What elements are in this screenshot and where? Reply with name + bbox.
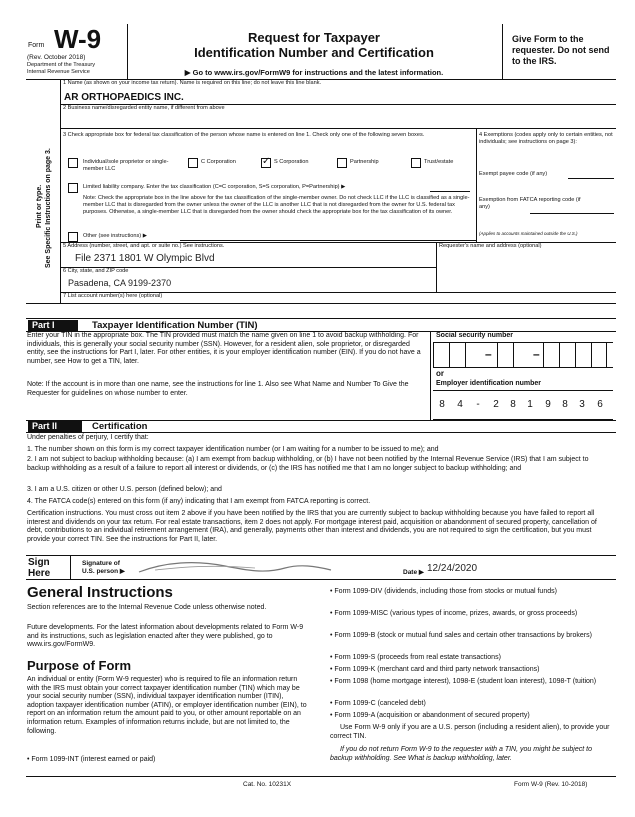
bullet-1099-int: • Form 1099-INT (interest earned or paid) xyxy=(27,756,156,763)
cert-item-2: 2. I am not subject to backup withholding because: (a) I am exempt from backup withholding, or (b) I have not been notified by the Internal Revenue Service (IRS) that I am subject to backup withholding as a result of a failure to report all interest or dividends, or (c) the IRS has notified me that I am no longer subject to backup withholding; and xyxy=(27,456,589,472)
form-dept: Department of the Treasury xyxy=(27,62,96,68)
line1-label: 1 Name (as shown on your income tax return). Name is required on this line; do not leave this line blank. xyxy=(63,80,322,86)
bullet-1099-k: • Form 1099-K (merchant card and third party network transactions) xyxy=(330,666,540,673)
line6-label: 6 City, state, and ZIP code xyxy=(63,268,129,274)
catalog-number: Cat. No. 10231X xyxy=(243,781,292,788)
purpose-text: An individual or entity (Form W-9 requester) who is required to file an information return with the IRS must obtain your correct taxpayer identification number (TIN) which may be your social security number (SSN), individual taxpayer identification number (ITIN), adoption taxpayer identification number (ATIN), or employer identification number (EIN), to report on an information return the amount paid to you, or other amount reportable on an information return. Examples of information returns include, but are not limited to, the following. xyxy=(27,676,307,735)
part2-tag: Part II xyxy=(28,421,82,432)
ein-digit: 2 xyxy=(493,399,499,410)
fatca-applies-note: (Applies to accounts maintained outside the U.S.) xyxy=(479,231,578,236)
ein-digit: 9 xyxy=(545,399,551,410)
ein-label: Employer identification number xyxy=(436,380,542,387)
form-irs: Internal Revenue Service xyxy=(27,69,90,75)
opt-c-corp: C Corporation xyxy=(201,159,236,165)
exemptions-label: 4 Exemptions (codes apply only to certain entities, not individuals; see instructions on page 3): xyxy=(479,132,613,145)
signature-scribble xyxy=(135,556,335,578)
use-w9-text: Use Form W-9 only if you are a U.S. person (including a resident alien), to provide your correct TIN. xyxy=(330,724,610,740)
form-title-2: Identification Number and Certification xyxy=(194,45,434,60)
ein-digit: 6 xyxy=(597,399,603,410)
ssn-box[interactable]: – – xyxy=(433,342,613,368)
ein-digit: 8 xyxy=(510,399,516,410)
exempt-payee-label: Exempt payee code (if any) xyxy=(479,171,548,177)
goto-instructions: ▶ Go to www.irs.gov/FormW9 for instructions and the latest information. xyxy=(184,68,444,77)
part1-title: Taxpayer Identification Number (TIN) xyxy=(92,320,258,331)
general-p1: Section references are to the Internal Revenue Code unless otherwise noted. xyxy=(27,604,267,611)
checkbox-individual[interactable] xyxy=(68,158,78,168)
ein-digit: 1 xyxy=(527,399,533,410)
date-value[interactable]: 12/24/2020 xyxy=(427,563,478,574)
ein-digit: 4 xyxy=(457,399,463,410)
checkbox-trust[interactable] xyxy=(411,158,421,168)
opt-individual: Individual/sole proprietor or single-member LLC xyxy=(83,159,169,172)
cert-item-3: 3. I am a U.S. citizen or other U.S. person (defined below); and xyxy=(27,486,222,493)
part2-intro: Under penalties of perjury, I certify that: xyxy=(27,434,149,441)
part2-title: Certification xyxy=(92,421,148,432)
date-label: Date ▶ xyxy=(403,569,424,576)
bullet-1099-a: • Form 1099-A (acquisition or abandonment of secured property) xyxy=(330,712,530,719)
checkbox-s-corp[interactable] xyxy=(261,158,271,168)
requester-label: Requester's name and address (optional) xyxy=(439,243,542,249)
give-form-note: Give Form to the requester. Do not send to the IRS. xyxy=(512,34,610,66)
side-label-instructions: See Specific Instructions on page 3. xyxy=(45,148,52,268)
form-revision: (Rev. October 2018) xyxy=(27,54,86,61)
checkbox-c-corp[interactable] xyxy=(188,158,198,168)
other-label: Other (see instructions) ▶ xyxy=(83,233,147,239)
bullet-1099-misc: • Form 1099-MISC (various types of income, prizes, awards, or gross proceeds) xyxy=(330,610,578,617)
line5-label: 5 Address (number, street, and apt. or suite no.) See instructions. xyxy=(63,243,225,249)
bullet-1099-s: • Form 1099-S (proceeds from real estate transactions) xyxy=(330,654,501,661)
general-future-dev: Future developments. For the latest information about developments related to Form W-9 and its instructions, such as legislation enacted after they were published, go to www.irs.gov/FormW9. xyxy=(27,624,304,649)
checkbox-other[interactable] xyxy=(68,232,78,242)
form-label: Form xyxy=(28,42,45,49)
if-not-return-text: If you do not return Form W-9 to the requester with a TIN, you might be subject to backup withholding. See What is backup withholding, later. xyxy=(330,746,592,762)
general-instructions-heading: General Instructions xyxy=(27,584,173,601)
line5-address-value[interactable]: File 2371 1801 W Olympic Blvd xyxy=(75,253,215,264)
signature-label: Signature of U.S. person ▶ xyxy=(82,560,125,575)
llc-label: Limited liability company. Enter the tax classification (C=C corporation, S=S corporation, P=Partnership) ▶ xyxy=(83,184,346,190)
opt-partnership: Partnership xyxy=(350,159,379,165)
llc-note: Note: Check the appropriate box in the line above for the tax classification of the single-member owner. Do not check LLC if the LLC is classified as a single-member LLC that is disregarded from the owner unless the owner of the LLC is another LLC that is not disregarded from the owner for U.S. federal tax purposes. Otherwise, a single-member LLC that is disregarded from the owner should check the appropriate box for the tax classification of its owner. xyxy=(83,195,470,215)
cert-item-4: 4. The FATCA code(s) entered on this form (if any) indicating that I am exempt from FATCA reporting is correct. xyxy=(27,498,371,505)
bullet-1099-c: • Form 1099-C (canceled debt) xyxy=(330,700,426,707)
checkbox-llc[interactable] xyxy=(68,183,78,193)
cert-item-1: 1. The number shown on this form is my correct taxpayer identification number (or I am waiting for a number to be issued to me); and xyxy=(27,446,439,453)
bullet-1099-b: • Form 1099-B (stock or mutual fund sales and certain other transactions by brokers) xyxy=(330,632,592,639)
cert-instructions: Certification instructions. You must cross out item 2 above if you have been notified by the IRS that you are currently subject to backup withholding because you have failed to report all interest and dividends on your tax return. For real estate transactions, item 2 does not apply. For mortgage interest paid, acquisition or abandonment of secured property, cancellation of debt, contributions to an individual retirement arrangement (IRA), and generally, payments other than interest and dividends, you are not required to sign the certification, but you must provide your correct TIN. See the instructions for Part II, later. xyxy=(27,510,597,543)
ein-box[interactable] xyxy=(433,390,613,420)
ssn-label: Social security number xyxy=(436,332,514,339)
bullet-1098: • Form 1098 (home mortgage interest), 1098-E (student loan interest), 1098-T (tuition) xyxy=(330,678,597,685)
form-number: W-9 xyxy=(54,24,102,54)
opt-s-corp: S Corporation xyxy=(274,159,309,165)
form-title-1: Request for Taxpayer xyxy=(248,30,380,45)
line1-name-value[interactable]: AR ORTHOPAEDICS INC. xyxy=(64,92,184,103)
purpose-heading: Purpose of Form xyxy=(27,658,132,673)
bullet-1099-div: • Form 1099-DIV (dividends, including those from stocks or mutual funds) xyxy=(330,588,557,595)
side-label-print: Print or type. xyxy=(36,184,43,228)
part1-tag: Part I xyxy=(28,320,78,331)
opt-trust: Trust/estate xyxy=(424,159,454,165)
part1-note: Note: If the account is in more than one name, see the instructions for line 1. Also see What Name and Number To Give the Requester for guidelines on whose number to enter. xyxy=(27,381,409,397)
ein-digit: - xyxy=(476,399,480,410)
sign-here: Sign Here xyxy=(28,557,51,579)
line2-label: 2 Business name/disregarded entity name, if different from above xyxy=(63,105,225,111)
ein-digit: 3 xyxy=(579,399,585,410)
ein-digit: 8 xyxy=(439,399,445,410)
checkbox-partnership[interactable] xyxy=(337,158,347,168)
line3-label: 3 Check appropriate box for federal tax classification of the person whose name is entered on line 1. Check only one of the following seven boxes. xyxy=(63,132,425,138)
part1-text: Enter your TIN in the appropriate box. The TIN provided must match the name given on line 1 to avoid backup withholding. For individuals, this is generally your social security number (SSN). However, for a resident alien, sole proprietor, or disregarded entity, see the instructions for Part I, later. For other entities, it is your employer identification number (EIN). If you do not have a number, see How to get a TIN, later. xyxy=(27,332,421,365)
or-label: or xyxy=(436,369,444,378)
footer-form: Form W-9 (Rev. 10-2018) xyxy=(514,781,588,788)
line7-label: 7 List account number(s) here (optional) xyxy=(63,293,163,299)
ein-digit: 8 xyxy=(562,399,568,410)
fatca-label: Exemption from FATCA reporting code (if any) xyxy=(479,197,581,210)
line6-city-value[interactable]: Pasadena, CA 9199-2370 xyxy=(68,278,172,288)
